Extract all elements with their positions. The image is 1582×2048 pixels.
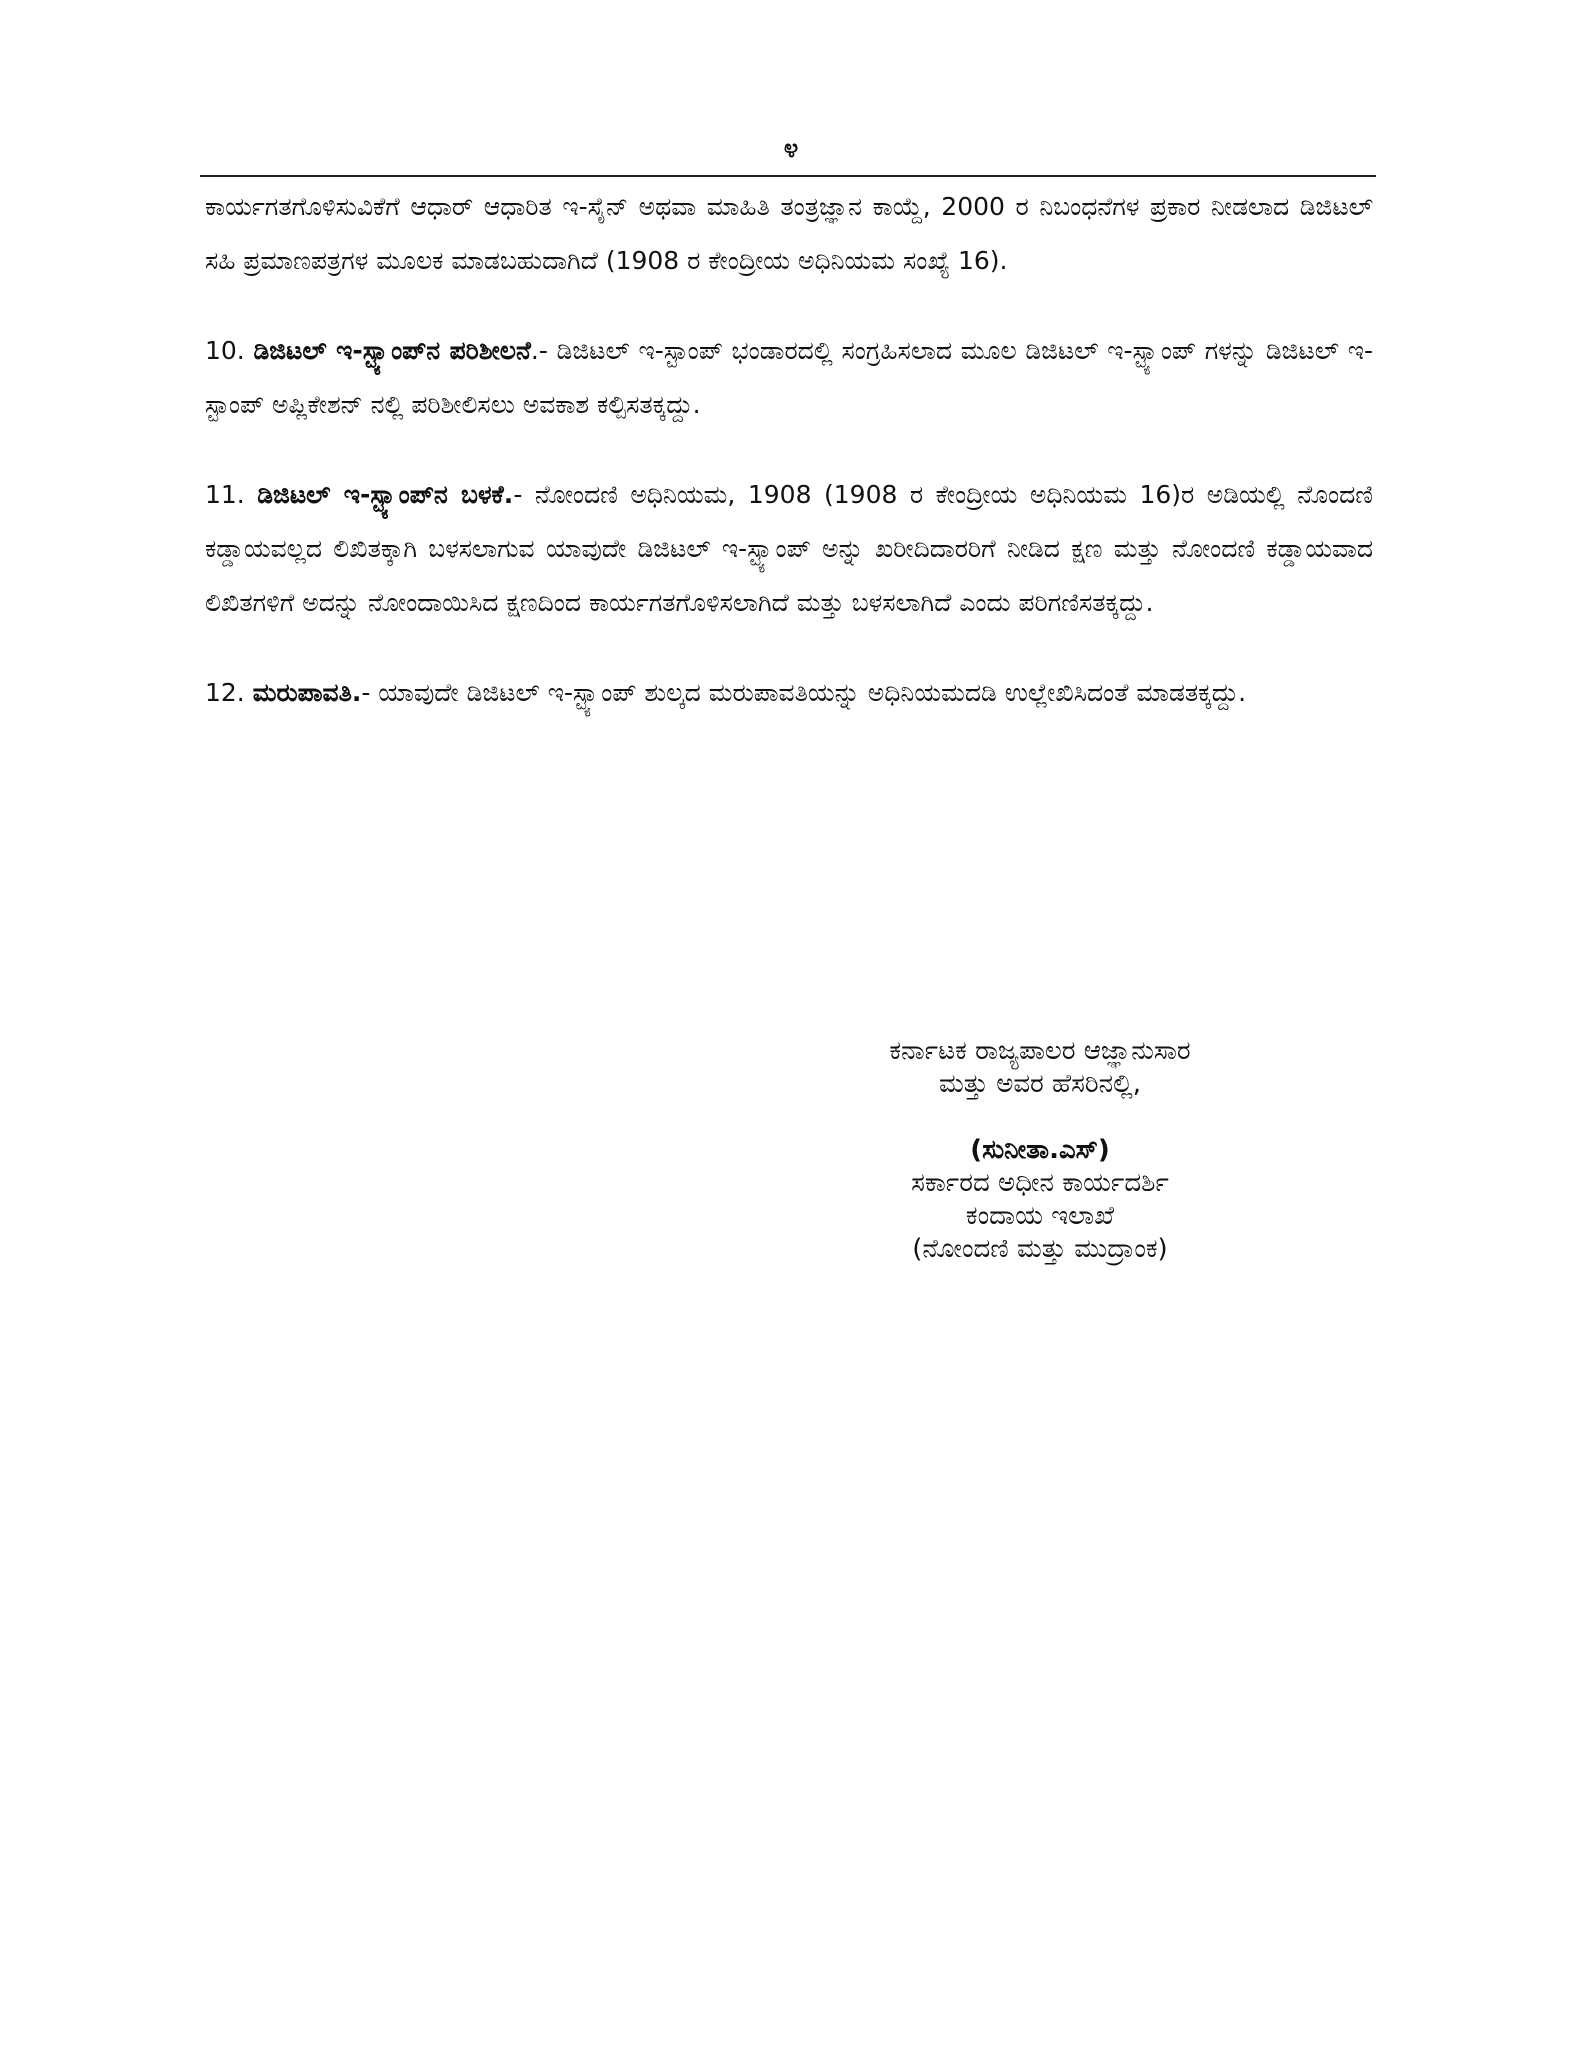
page-number: ೪	[783, 134, 799, 164]
order-line-2: ಮತ್ತು ಅವರ ಹೆಸರಿನಲ್ಲಿ,	[938, 1069, 1142, 1099]
paragraph-11	[205, 468, 1373, 630]
signatory-name: (ಸುನೀತಾ.ಎಸ್)	[970, 1135, 1110, 1165]
paragraph-number: 12.	[205, 678, 245, 707]
paragraph-text: - ಯಾವುದೇ ಡಿಜಿಟಲ್ ಇ-ಸ್ಟ್ಯಾಂಪ್ ಶುಲ್ಕದ ಮರುಪಾವತಿಯನ್ನು ಅಧಿನಿಯಮದಡಿ ಉಲ್ಲೇಖಿಸಿದಂತೆ ಮಾಡತಕ್ಕದ್ದು.	[361, 678, 1247, 707]
order-line-1: ಕರ್ನಾಟಕ ರಾಜ್ಯಪಾಲರ ಆಜ್ಞಾನುಸಾರ	[889, 1036, 1191, 1066]
signatory-division: (ನೋಂದಣಿ ಮತ್ತು ಮುದ್ರಾಂಕ)	[912, 1234, 1168, 1264]
paragraph-heading: ಡಿಜಿಟಲ್ ಇ-ಸ್ಟ್ಯಾಂಪ್‌ನ ಪರಿಶೀಲನೆ	[253, 336, 531, 365]
paragraph-text: - ನೋಂದಣಿ ಅಧಿನಿಯಮ, 1908 (1908 ರ ಕೇಂದ್ರೀಯ ಅಧಿನಿಯಮ 16)ರ ಅಡಿಯಲ್ಲಿ ನೊಂದಣಿ ಕಡ್ಡಾಯವಲ್ಲದ ಲಿಖಿತಕ್ಕಾಗಿ ಬಳಸಲಾಗುವ ಯಾವುದೇ ಡಿಜಿಟಲ್ ಇ-ಸ್ಟ್ಯಾಂಪ್ ಅನ್ನು ಖರೀದಿದಾರರಿಗೆ ನೀಡಿದ ಕ್ಷಣ ಮತ್ತು ನೋಂದಣಿ ಕಡ್ಡಾಯವಾದ ಲಿಖಿತಗಳಿಗೆ ಅದನ್ನು ನೋಂದಾಯಿಸಿದ ಕ್ಷಣದಿಂದ ಕಾರ್ಯಗತಗೊಳಿಸಲಾಗಿದೆ ಮತ್ತು ಬಳಸಲಾಗಿದೆ ಎಂದು ಪರಿಗಣಿಸತಕ್ಕದ್ದು.	[205, 480, 1373, 617]
paragraph-text: ಕಾರ್ಯಗತಗೊಳಿಸುವಿಕೆಗೆ ಆಧಾರ್ ಆಧಾರಿತ ಇ-ಸೈನ್ ಅಥವಾ ಮಾಹಿತಿ ತಂತ್ರಜ್ಞಾನ ಕಾಯ್ದೆ, 2000 ರ ನಿಬಂಧನೆಗಳ ಪ್ರಕಾರ ನೀಡಲಾದ ಡಿಜಿಟಲ್ ಸಹಿ ಪ್ರಮಾಣಪತ್ರಗಳ ಮೂಲಕ ಮಾಡಬಹುದಾಗಿದೆ (1908 ರ ಕೇಂದ್ರೀಯ ಅಧಿನಿಯಮ ಸಂಖ್ಯೆ 16).	[205, 192, 1373, 275]
paragraph-number: 11.	[205, 480, 245, 509]
signature-spacer	[760, 1101, 1320, 1134]
paragraph-heading: ಡಿಜಿಟಲ್ ಇ-ಸ್ಟ್ಯಾಂಪ್‌ನ ಬಳಕೆ.	[257, 480, 514, 509]
signatory-department: ಕಂದಾಯ ಇಲಾಖೆ	[965, 1201, 1115, 1231]
signatory-designation: ಸರ್ಕಾರದ ಅಧೀನ ಕಾರ್ಯದರ್ಶಿ	[911, 1168, 1169, 1198]
paragraph-10	[205, 324, 1373, 432]
header-rule	[200, 175, 1376, 177]
paragraph-heading: ಮರುಪಾವತಿ.	[252, 678, 362, 707]
signature-block	[760, 1035, 1320, 1266]
paragraph-continuation	[205, 180, 1373, 288]
paragraph-12	[205, 666, 1373, 720]
paragraph-text: .- ಡಿಜಿಟಲ್ ಇ-ಸ್ಟಾಂಪ್ ಭಂಡಾರದಲ್ಲಿ ಸಂಗ್ರಹಿಸಲಾದ ಮೂಲ ಡಿಜಿಟಲ್ ಇ-ಸ್ಟ್ಯಾಂಪ್ ಗಳನ್ನು ಡಿಜಿಟಲ್ ಇ-ಸ್ಟಾಂಪ್ ಅಪ್ಲಿಕೇಶನ್ ನಲ್ಲಿ ಪರಿಶೀಲಿಸಲು ಅವಕಾಶ ಕಲ್ಪಿಸತಕ್ಕದ್ದು.	[205, 336, 1373, 419]
document-body	[205, 180, 1373, 756]
paragraph-number: 10.	[205, 336, 245, 365]
